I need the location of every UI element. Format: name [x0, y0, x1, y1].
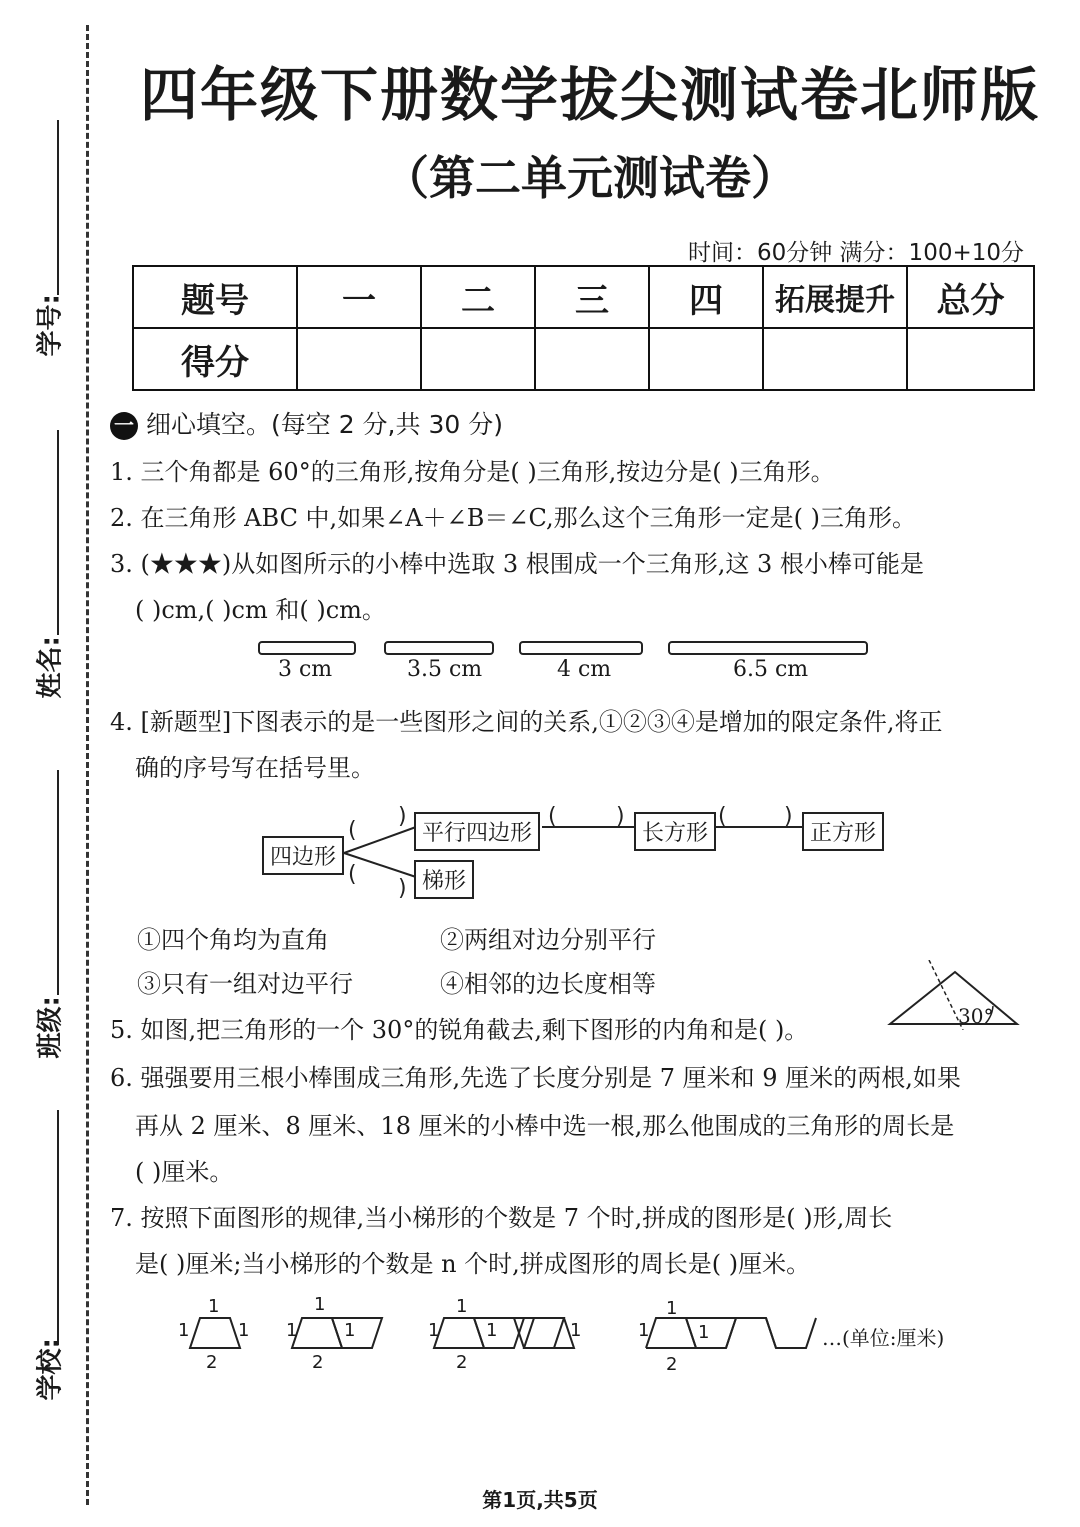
question-4-line-2: 确的序号写在括号里。: [135, 754, 375, 782]
svg-text:(: (: [548, 804, 557, 829]
rod-label: 4 cm: [557, 657, 612, 682]
svg-text:): ): [398, 876, 407, 901]
rod-label: 6.5 cm: [733, 657, 809, 682]
svg-text:): ): [616, 804, 625, 829]
box-parallelogram: 平行四边形: [414, 812, 540, 851]
score-cell[interactable]: [535, 328, 649, 390]
score-cell[interactable]: [421, 328, 535, 390]
condition-option: ④相邻的边长度相等: [440, 970, 656, 998]
page-subtitle: （第二单元测试卷）: [383, 151, 797, 205]
question-1: 1. 三个角都是 60°的三角形,按角分是( )三角形,按边分是( )三角形。: [110, 458, 835, 486]
rod-label: 3 cm: [278, 657, 333, 682]
box-rectangle: 长方形: [634, 812, 716, 851]
name-line: [57, 430, 59, 635]
question-7-line-2: 是( )厘米;当小梯形的个数是 n 个时,拼成图形的周长是( )厘米。: [135, 1250, 811, 1278]
name-label: 姓名:: [35, 636, 66, 699]
school-label: 学校:: [35, 1338, 66, 1401]
binding-dashed-line: [86, 25, 89, 1505]
section-title: 细心填空。(每空 2 分,共 30 分): [146, 410, 503, 439]
trapezoid-pattern-figure: [170, 1300, 830, 1380]
score-header-cell: 三: [535, 266, 649, 328]
question-6-line-2: 再从 2 厘米、8 厘米、18 厘米的小棒中选一根,那么他围成的三角形的周长是: [135, 1112, 955, 1140]
svg-text:): ): [784, 804, 793, 829]
trapezoid-top-label: 1: [456, 1296, 468, 1317]
score-table: [132, 265, 1035, 391]
trapezoid-side-label: 1: [570, 1320, 582, 1341]
question-4-line-1: 4. [新题型]下图表示的是一些图形之间的关系,①②③④是增加的限定条件,将正: [110, 708, 943, 736]
box-quadrilateral: 四边形: [262, 836, 344, 875]
score-table-score-row: [133, 328, 1034, 390]
trapezoid-bottom-label: 2: [206, 1352, 218, 1373]
student-id-line: [57, 120, 59, 295]
score-header-cell: 题号: [133, 266, 297, 328]
page-footer: 第1页,共5页: [482, 1488, 598, 1512]
rod-4cm: [519, 641, 643, 655]
page-title: 四年级下册数学拔尖测试卷北师版: [139, 61, 1040, 129]
trapezoid-side-label: 1: [238, 1320, 250, 1341]
svg-text:(: (: [348, 818, 357, 843]
score-header-cell: 总分: [907, 266, 1034, 328]
question-3-line-1: 3. (★★★)从如图所示的小棒中选取 3 根围成一个三角形,这 3 根小棒可能是: [110, 550, 924, 578]
condition-option: ③只有一组对边平行: [137, 970, 353, 998]
score-header-cell: 二: [421, 266, 535, 328]
condition-option: ①四个角均为直角: [137, 926, 329, 954]
rod-3-5cm: [384, 641, 494, 655]
box-trapezoid: 梯形: [414, 860, 474, 899]
score-header-cell: 一: [297, 266, 421, 328]
class-label: 班级:: [35, 996, 66, 1059]
question-5: 5. 如图,把三角形的一个 30°的锐角截去,剩下图形的内角和是( )。: [110, 1016, 809, 1044]
trapezoid-side-label: 1: [698, 1322, 710, 1343]
question-6-line-3: ( )厘米。: [135, 1158, 234, 1186]
section-number-icon: 一: [110, 412, 138, 440]
rod-6-5cm: [668, 641, 868, 655]
angle-label: 30°: [958, 1004, 994, 1028]
svg-text:(: (: [718, 804, 727, 829]
score-cell[interactable]: [763, 328, 907, 390]
svg-text:): ): [398, 804, 407, 829]
cut-triangle-figure: [885, 960, 1025, 1030]
score-cell[interactable]: [297, 328, 421, 390]
score-row-label: 得分: [133, 328, 297, 390]
trapezoid-side-label: 1: [286, 1320, 298, 1341]
trapezoid-bottom-label: 2: [312, 1352, 324, 1373]
school-line: [57, 1110, 59, 1345]
score-header-cell: 四: [649, 266, 763, 328]
score-cell[interactable]: [649, 328, 763, 390]
rod-3cm: [258, 641, 356, 655]
trapezoid-side-label: 1: [638, 1320, 650, 1341]
section-heading: [110, 405, 503, 441]
student-id-label: 学号:: [35, 294, 66, 357]
trapezoid-top-label: 1: [208, 1296, 220, 1317]
question-7-line-1: 7. 按照下面图形的规律,当小梯形的个数是 7 个时,拼成的图形是( )形,周长: [110, 1204, 893, 1232]
question-6-line-1: 6. 强强要用三根小棒围成三角形,先选了长度分别是 7 厘米和 9 厘米的两根,如果: [110, 1064, 961, 1092]
exam-meta: 时间：60分钟 满分：100+10分: [687, 240, 1024, 266]
trapezoid-side-label: 1: [344, 1320, 356, 1341]
unit-note: …(单位:厘米): [822, 1326, 945, 1350]
score-header-cell: 拓展提升: [763, 266, 907, 328]
trapezoid-side-label: 1: [486, 1320, 498, 1341]
box-square: 正方形: [802, 812, 884, 851]
trapezoid-top-label: 1: [666, 1298, 678, 1319]
score-table-header-row: [133, 266, 1034, 328]
trapezoid-side-label: 1: [428, 1320, 440, 1341]
trapezoid-side-label: 1: [178, 1320, 190, 1341]
condition-option: ②两组对边分别平行: [440, 926, 656, 954]
class-line: [57, 770, 59, 995]
trapezoid-bottom-label: 2: [666, 1354, 678, 1375]
trapezoid-top-label: 1: [314, 1294, 326, 1315]
svg-text:(: (: [348, 862, 357, 887]
rod-label: 3.5 cm: [407, 657, 483, 682]
score-cell[interactable]: [907, 328, 1034, 390]
trapezoid-bottom-label: 2: [456, 1352, 468, 1373]
question-2: 2. 在三角形 ABC 中,如果∠A＋∠B＝∠C,那么这个三角形一定是( )三角形。: [110, 504, 916, 532]
question-3-line-2: ( )cm,( )cm 和( )cm。: [135, 596, 386, 624]
